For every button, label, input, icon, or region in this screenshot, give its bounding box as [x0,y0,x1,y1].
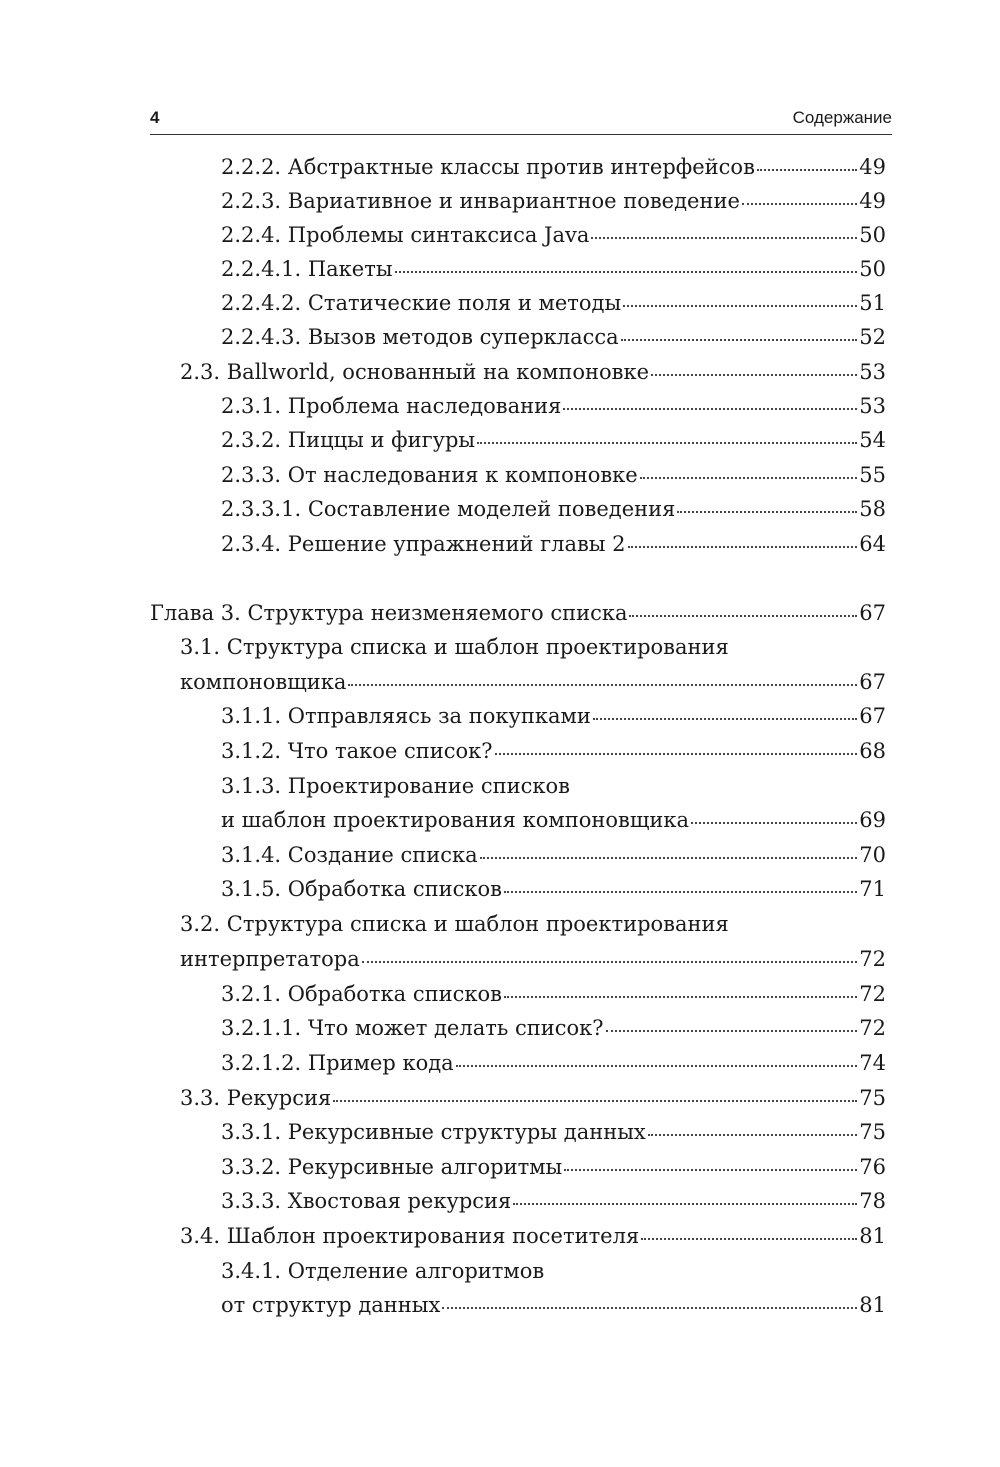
toc-entry-page: 53 [859,394,886,418]
dot-leader [477,442,857,444]
toc-entry [180,357,886,387]
toc-entry-label: 3.2.1. Обработка списков [221,982,502,1006]
toc-entry-continuation [180,667,886,697]
toc-entry-label: от структур данных [221,1293,441,1317]
toc-entry-page: 68 [859,739,886,763]
dot-leader [640,477,858,479]
toc-entry-label: 3.1. Структура списка и шаблон проектирования [180,635,729,659]
toc-entry-page: 49 [859,189,886,213]
toc-entry-page: 49 [859,155,886,179]
dot-leader [651,374,857,376]
toc-entry-label: 2.3. Ballworld, основанный на компоновке [180,360,650,384]
toc-entry-label: 3.1.4. Создание списка [221,843,478,867]
toc-entry-label: 2.2.4.3. Вызов методов суперкласса [221,325,619,349]
dot-leader [480,857,858,859]
toc-entry [221,840,886,870]
dot-leader [628,546,858,548]
toc-entry [180,1221,886,1251]
toc-entry [221,1256,886,1286]
toc-entry-page: 75 [859,1120,886,1144]
toc-entry-page: 53 [859,360,886,384]
toc-entry [180,632,886,662]
toc-entry-continuation [221,1290,886,1320]
toc-entry-label: 3.4.1. Отделение алгоритмов [221,1259,545,1283]
toc-entry-label: 3.2.1.2. Пример кода [221,1051,454,1075]
toc-entry-page: 55 [859,463,886,487]
toc-entry-page: 67 [859,670,886,694]
toc-entry-label: интерпретатора [180,947,360,971]
toc-entry [221,701,886,731]
toc-entry-label: 2.3.4. Решение упражнений главы 2 [221,532,626,556]
toc-entry-page: 75 [859,1086,886,1110]
toc-entry-label: 3.4. Шаблон проектирования посетителя [180,1224,640,1248]
toc-entry-label: 3.3.2. Рекурсивные алгоритмы [221,1155,563,1179]
toc-entry-page: 54 [859,428,886,452]
toc-entry [221,220,886,250]
toc-entry-label: 2.3.3.1. Составление моделей поведения [221,497,676,521]
toc-entry [221,322,886,352]
dot-leader [504,996,857,998]
toc-entry-label: 2.2.4.1. Пакеты [221,257,393,281]
dot-leader [442,1307,857,1309]
toc-entry [221,736,886,766]
toc-entry-label: 3.3.3. Хвостовая рекурсия [221,1189,512,1213]
dot-leader [621,339,858,341]
toc-entry-page: 81 [859,1224,886,1248]
toc-entry-label: 3.1.1. Отправляясь за покупками [221,704,591,728]
toc-entry-label: 3.2.1.1. Что может делать список? [221,1016,604,1040]
toc-entry-label: 3.3. Рекурсия [180,1086,332,1110]
dot-leader [677,511,857,513]
toc-entry-label: 2.3.3. От наследования к компоновке [221,463,638,487]
toc-entry-page: 64 [859,532,886,556]
toc-entry-page: 76 [859,1155,886,1179]
dot-leader [606,1030,858,1032]
toc-entry-label: и шаблон проектирования компоновщика [221,808,689,832]
toc-entry-label: компоновщика [180,670,347,694]
toc-entry-label: 3.1.3. Проектирование списков [221,774,570,798]
toc-entry-label: 3.1.2. Что такое список? [221,739,493,763]
section-title: Содержание [792,108,892,127]
dot-leader [691,822,857,824]
page-number: 4 [150,108,160,127]
toc-entry [221,1152,886,1182]
toc-entry-page: 69 [859,808,886,832]
toc-entry [221,874,886,904]
toc-entry [221,1048,886,1078]
toc-entry-page: 81 [859,1293,886,1317]
toc-entry-page: 72 [859,947,886,971]
toc-entry [221,979,886,1009]
dot-leader [362,961,858,963]
toc-entry-page: 74 [859,1051,886,1075]
toc-entry [221,1117,886,1147]
toc-entry-label: Глава 3. Структура неизменяемого списка [150,601,628,625]
toc-entry-continuation [180,944,886,974]
toc-entry-label: 3.3.1. Рекурсивные структуры данных [221,1120,646,1144]
toc-entry-label: 3.2. Структура списка и шаблон проектирования [180,912,729,936]
toc-entry [221,529,886,559]
toc-entry [221,186,886,216]
toc-entry-label: 2.2.4. Проблемы синтаксиса Java [221,223,590,247]
dot-leader [757,169,857,171]
dot-leader [564,1169,857,1171]
toc-entry-label: 2.2.4.2. Статические поля и методы [221,291,622,315]
toc-entry-continuation [221,805,886,835]
toc-entry [221,1186,886,1216]
toc-entry [221,254,886,284]
toc-entry-label: 3.1.5. Обработка списков [221,877,502,901]
dot-leader [641,1238,857,1240]
toc-entry [221,152,886,182]
dot-leader [395,271,858,273]
toc-entry [221,771,886,801]
toc-entry-page: 67 [859,601,886,625]
toc-entry-page: 71 [859,877,886,901]
dot-leader [456,1065,858,1067]
toc-entry [221,494,886,524]
dot-leader [593,718,857,720]
toc-entry [180,1083,886,1113]
dot-leader [623,305,857,307]
toc-entry-page: 50 [859,223,886,247]
dot-leader [591,237,857,239]
toc-entry-label: 2.3.2. Пиццы и фигуры [221,428,476,452]
dot-leader [648,1134,857,1136]
toc-entry-page: 72 [859,982,886,1006]
toc-entry-page: 70 [859,843,886,867]
toc-entry [221,425,886,455]
toc-chapter-entry [150,598,886,628]
toc-entry-label: 2.3.1. Проблема наследования [221,394,562,418]
dot-leader [495,753,858,755]
toc-entry [221,391,886,421]
dot-leader [348,684,857,686]
dot-leader [504,891,857,893]
running-header [150,106,892,135]
toc-entry-page: 51 [859,291,886,315]
toc-entry-label: 2.2.3. Вариативное и инвариантное поведение [221,189,740,213]
dot-leader [629,615,857,617]
toc-entry-page: 50 [859,257,886,281]
toc-entry-page: 58 [859,497,886,521]
dot-leader [333,1100,857,1102]
toc-entry-page: 78 [859,1189,886,1213]
toc-entry [221,1013,886,1043]
dot-leader [742,203,857,205]
dot-leader [563,408,857,410]
toc-entry-page: 67 [859,704,886,728]
toc-entry-page: 52 [859,325,886,349]
toc-entry [221,288,886,318]
toc-entry-label: 2.2.2. Абстрактные классы против интерфейсов [221,155,755,179]
toc-entry [180,909,886,939]
dot-leader [513,1203,857,1205]
toc-entry [221,460,886,490]
toc-entry-page: 72 [859,1016,886,1040]
